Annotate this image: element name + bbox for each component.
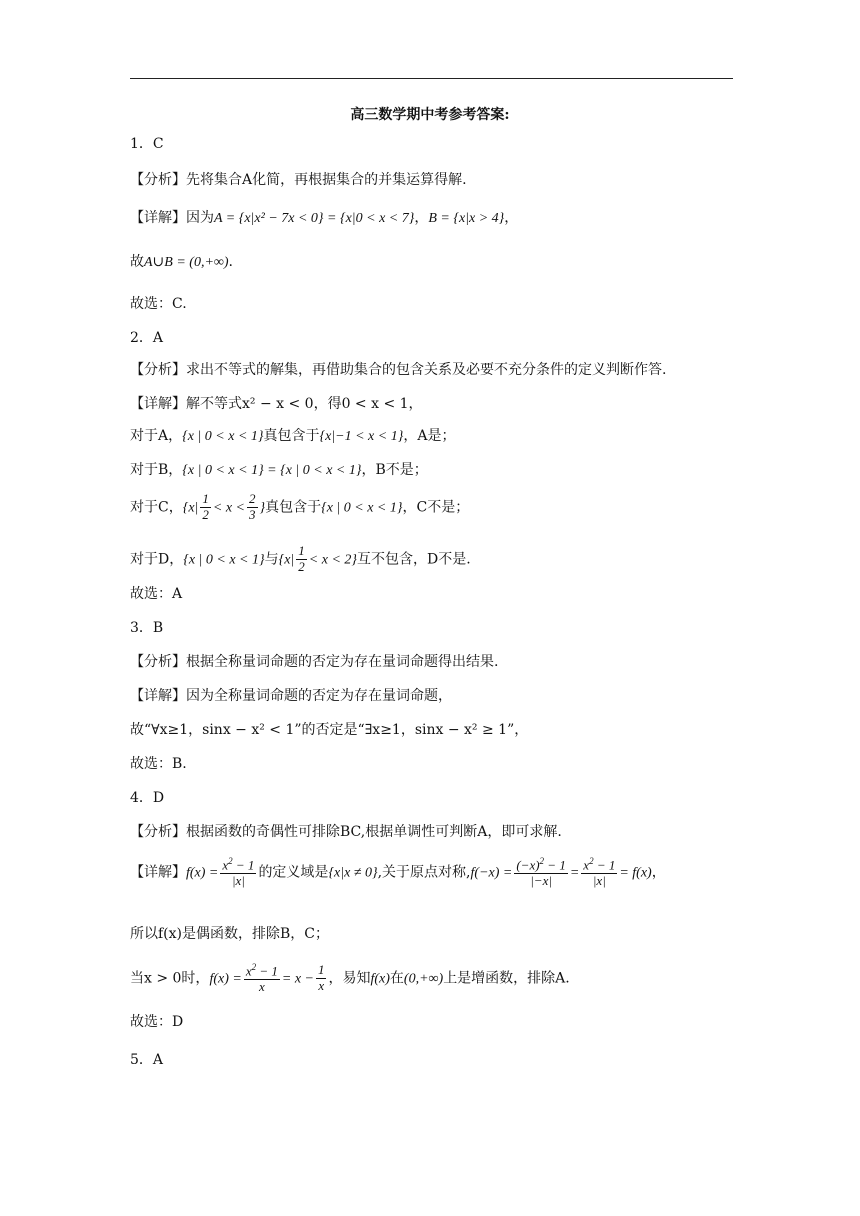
q1-detail: 【详解】因为A = {x|x² − 7x < 0} = {x|0 < x < 7}，B = {x|x > 4}， [130,210,519,226]
q3-negation: 故“∀x≥1，sinx − x² < 1”的否定是“∃x≥1，sinx − x² ≥ 1”， [130,722,529,738]
q2-option-d: 对于D，{x | 0 < x < 1}与{x| $\frac{1}{2}$ < x < 2}互不包含，D不是. [130,543,471,574]
q3-head: 3．B [130,620,164,636]
q4-monotonic: 当x > 0时，f(x) = $\frac{x^2 - 1}{x}$ = x − $\frac{1}{x}$ ，易知f(x)在(0,+∞)上是增函数，排除A. [130,962,570,995]
q4-detail: 【详解】f(x) = $\frac{x^2 - 1}{|x|}$ 的定义域是{x|x ≠ 0},关于原点对称,f(−x) = $\frac{(-x)^2 - 1}{|-x|}$ = $\frac{x^2 - 1}{|x|}$ = f(x)， [130,856,666,889]
q4-head: 4．D [130,790,165,806]
q2-option-a: 对于A，{x | 0 < x < 1}真包含于{x|−1 < x < 1}，A是； [130,428,456,444]
q3-detail: 【详解】因为全称量词命题的否定为存在量词命题， [130,688,452,704]
q1-set-a: A = {x|x² − 7x < 0} = {x|0 < x < 7} [214,211,415,226]
q1-union: 故A∪B = (0,+∞). [130,254,233,270]
q3-choice: 故选：B. [130,756,187,772]
q3-analysis: 【分析】根据全称量词命题的否定为存在量词命题得出结果. [130,654,499,670]
q2-choice: 故选：A [130,586,183,602]
q1-set-b: B = {x|x > 4} [428,211,505,226]
q1-head: 1．C [130,136,164,152]
header-rule [130,78,733,79]
q1-choice: 故选：C. [130,296,187,312]
page-title: 高三数学期中考参考答案: [350,107,510,123]
q4-even: 所以f(x)是偶函数，排除B，C； [130,926,330,942]
q2-analysis: 【分析】求出不等式的解集，再借助集合的包含关系及必要不充分条件的定义判断作答. [130,362,667,378]
q1-analysis: 【分析】先将集合A化简，再根据集合的并集运算得解. [130,172,467,188]
q2-option-c: 对于C，{x| $\frac{1}{2}$ < x < $\frac{2}{3}$ }真包含于{x | 0 < x < 1}，C不是； [130,491,470,522]
q2-option-b: 对于B，{x | 0 < x < 1} = {x | 0 < x < 1}，B不是； [130,462,428,478]
q4-analysis: 【分析】根据函数的奇偶性可排除BC,根据单调性可判断A，即可求解. [130,824,562,840]
q2-head: 2．A [130,330,164,346]
q5-head: 5．A [130,1052,164,1068]
q2-detail: 【详解】解不等式x² − x < 0，得0 < x < 1， [130,396,423,412]
q4-choice: 故选：D [130,1014,184,1030]
